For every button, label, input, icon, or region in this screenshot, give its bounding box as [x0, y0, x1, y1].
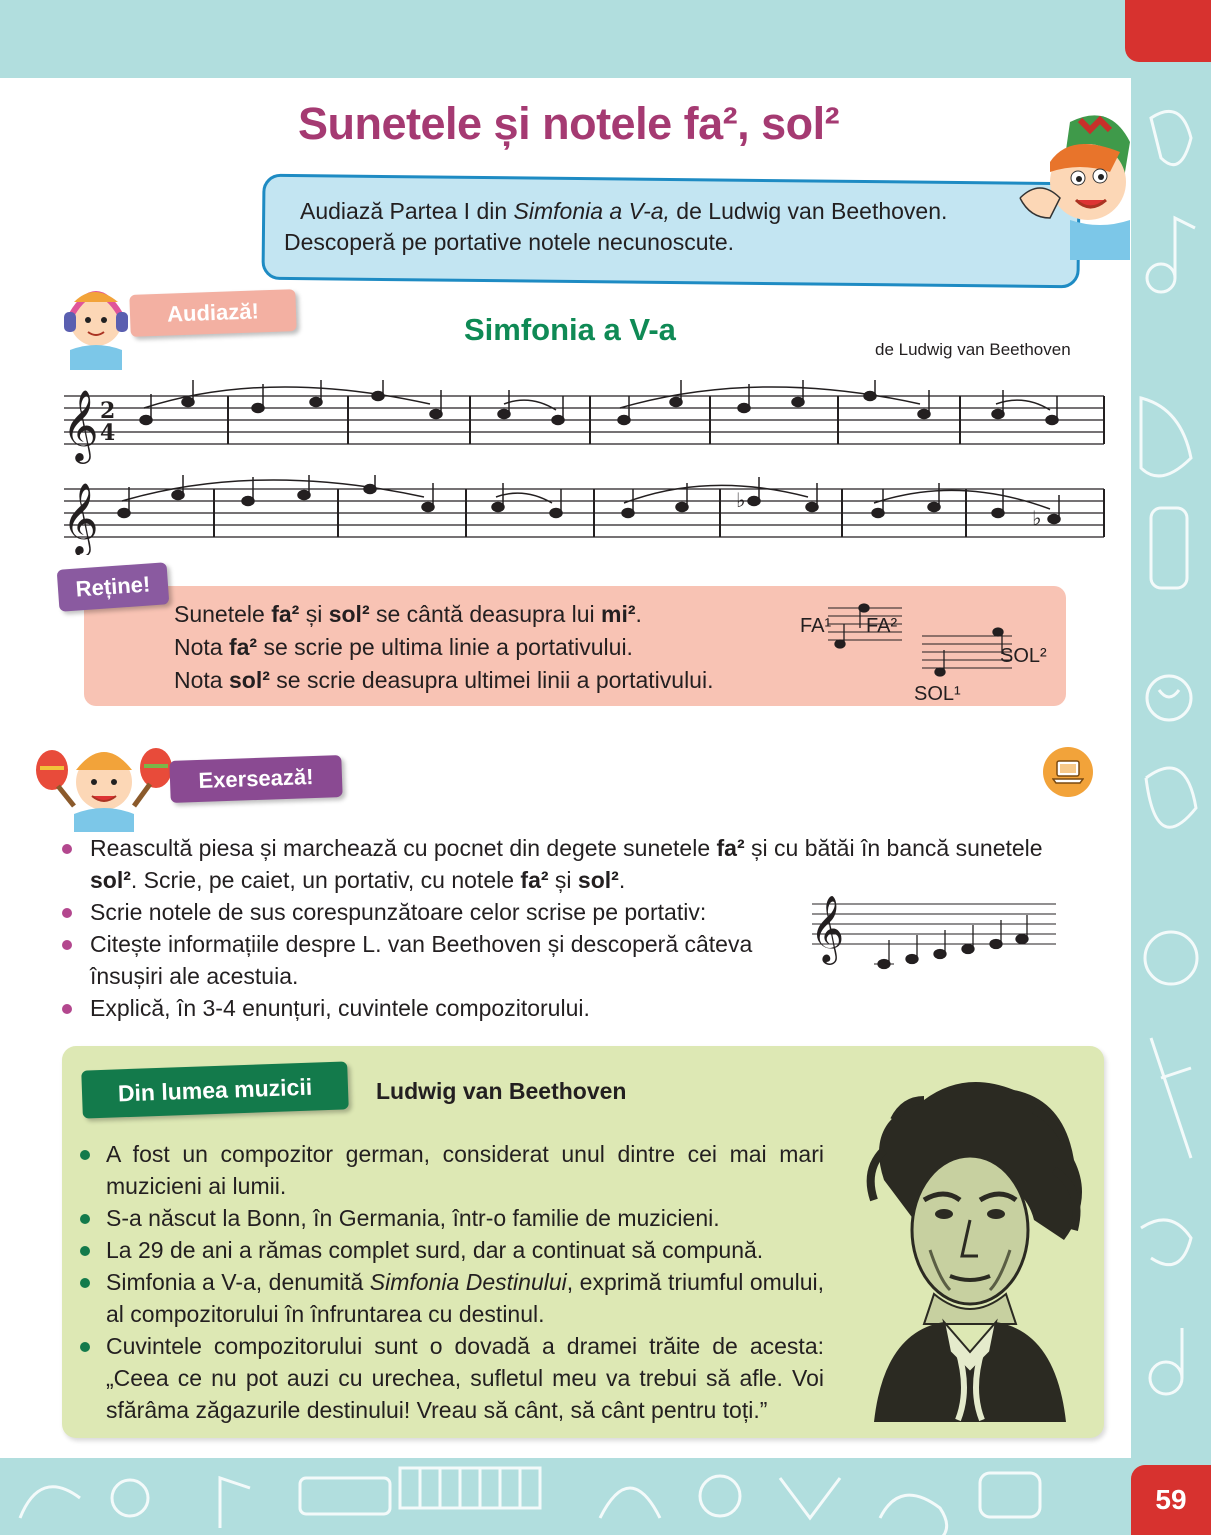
svg-text:𝄞: 𝄞 [810, 894, 845, 962]
page-number: 59 [1131, 1465, 1211, 1535]
retine-l1-a: Sunetele [174, 601, 272, 627]
retine-l1-g: . [635, 601, 642, 627]
exercise-item-4: Explică, în 3-4 enunțuri, cuvintele compozitorului. [62, 992, 782, 1024]
retine-l1-e: se cântă deasupra lui [369, 601, 602, 627]
svg-text:𝄞: 𝄞 [62, 481, 99, 554]
beethoven-portrait [854, 1080, 1092, 1422]
retine-l1-d: sol² [328, 601, 370, 627]
intro-text [284, 196, 1064, 258]
retine-text [174, 598, 814, 697]
retine-label: Reține! [57, 562, 170, 612]
fact-item-2: S-a născut la Bonn, în Germania, într-o familie de muzicieni. [80, 1202, 824, 1234]
intro-line1-b: de Ludwig van Beethoven. [669, 198, 948, 224]
retine-l1-f: mi² [601, 601, 636, 627]
svg-text:♭: ♭ [736, 488, 746, 512]
music-doodles-icon [1131, 78, 1211, 1458]
corner-tab [1125, 0, 1211, 62]
retine-l3-b: sol² [228, 667, 270, 693]
beethoven-facts [80, 1138, 824, 1426]
e1-e: . Scrie, pe caiet, un portativ, cu notele [130, 867, 521, 893]
music-staff-1 [58, 380, 1108, 466]
fact-4-b: Simfonia Destinului [369, 1269, 567, 1295]
mascot-maracas-icon [30, 740, 180, 832]
fact-4-a: Simfonia a V-a, denumită [106, 1269, 370, 1295]
time-sig-top: 2 [100, 398, 116, 424]
retine-l1-c: și [299, 601, 329, 627]
fact-item-1: A fost un compozitor german, considerat unul dintre cei mai mari muzicieni ai lumii. [80, 1138, 824, 1202]
retine-l3-a: Nota [174, 667, 229, 693]
time-sig-bottom: 4 [100, 420, 116, 446]
svg-text:♭: ♭ [1032, 506, 1042, 530]
bottom-band [0, 1458, 1211, 1535]
song-title: Simfonia a V-a [464, 312, 676, 347]
e1-i: . [618, 867, 626, 893]
fa2-label: FA² [866, 615, 898, 637]
exercise-staff [808, 888, 1060, 970]
e1-a: Reascultă piesa și marchează cu pocnet din degete sunetele [90, 835, 717, 861]
mini-staff-sol [912, 620, 1062, 704]
mascot-headphones-icon [60, 280, 130, 370]
e1-d: sol² [90, 867, 131, 893]
e1-c: și cu bătăi în bancă sunetele [744, 835, 1043, 861]
instrument-doodles-icon [0, 1458, 1211, 1535]
e1-b: fa² [716, 835, 745, 861]
audiaza-label: Audiază! [129, 289, 296, 337]
intro-line1-italic: Simfonia a V-a, [513, 198, 670, 224]
intro-line1-a: Audiază Partea I din [300, 198, 514, 224]
exercise-item-3: Citește informațiile despre L. van Beethoven și descoperă câteva însușiri ale acestuia. [62, 928, 782, 992]
beethoven-heading: Ludwig van Beethoven [376, 1078, 627, 1104]
right-side-band [1131, 78, 1211, 1458]
song-author: de Ludwig van Beethoven [875, 340, 1071, 359]
fact-4-c: , exprimă triumful omului, al compozitorului în înfruntarea cu destinul. [106, 1269, 824, 1327]
fa1-label: FA¹ [800, 615, 832, 637]
fact-item-3: La 29 de ani a rămas complet surd, dar a continuat să compună. [80, 1234, 824, 1266]
music-staff-2 [58, 475, 1108, 555]
sol1-label: SOL¹ [914, 683, 961, 704]
intro-line2: Descoperă pe portative notele necunoscute. [284, 229, 735, 255]
retine-l2-b: fa² [228, 634, 258, 660]
retine-l2-c: se scrie pe ultima linie a portativului. [257, 634, 633, 660]
page-title: Sunetele și notele fa², sol² [298, 98, 840, 149]
exercise-item-1 [62, 832, 1092, 896]
laptop-glyph-icon [1052, 759, 1084, 785]
retine-l2-a: Nota [174, 634, 229, 660]
mascot-girl-icon [1010, 102, 1134, 262]
top-band [0, 0, 1211, 78]
e1-g: și [548, 867, 578, 893]
sol2-label: SOL² [1000, 645, 1047, 667]
e1-f: fa² [520, 867, 549, 893]
exercise-item-2: Scrie notele de sus corespunzătoare celor scrise pe portativ: [62, 896, 782, 928]
exerseaza-label: Exersează! [169, 755, 342, 803]
svg-text:𝄞: 𝄞 [62, 388, 99, 461]
fact-item-4 [80, 1266, 824, 1330]
fact-item-5: Cuvintele compozitorului sunt o dovadă a dramei trăite de acesta: „Ceea ce nu pot auzi cu urechea, sufletul meu va trebui să afle. Voi sfărâma zăgazurile destinului! Vreau să cânt, să cânt pentru toți.” [80, 1330, 824, 1426]
mini-staff-fa [798, 596, 908, 656]
e1-h: sol² [577, 867, 619, 893]
laptop-icon[interactable] [1043, 747, 1093, 797]
retine-l1-b: fa² [271, 601, 300, 627]
lumea-muzicii-label: Din lumea muzicii [81, 1061, 349, 1118]
retine-l3-c: se scrie deasupra ultimei linii a portativului. [269, 667, 714, 693]
